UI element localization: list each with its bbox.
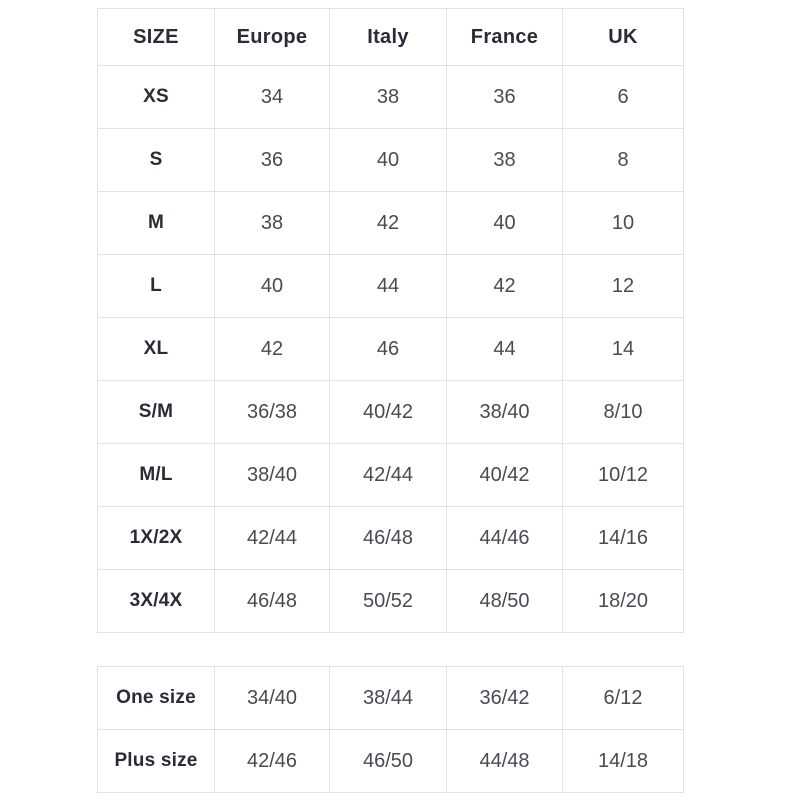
value-cell: 46/48 — [330, 507, 447, 570]
value-cell: 14/16 — [563, 507, 684, 570]
size-label-cell: Plus size — [98, 730, 215, 793]
size-label-cell: XS — [98, 66, 215, 129]
size-conversion-table-body — [98, 66, 684, 633]
table-row-plus-size — [98, 730, 684, 793]
value-cell: 36 — [447, 66, 563, 129]
value-cell: 34/40 — [215, 667, 330, 730]
value-cell: 8 — [563, 129, 684, 192]
value-cell: 42/46 — [215, 730, 330, 793]
header-cell-europe: Europe — [215, 9, 330, 66]
value-cell: 44/48 — [447, 730, 563, 793]
header-cell-italy: Italy — [330, 9, 447, 66]
value-cell: 34 — [215, 66, 330, 129]
value-cell: 38/40 — [215, 444, 330, 507]
value-cell: 40 — [447, 192, 563, 255]
value-cell: 42/44 — [330, 444, 447, 507]
header-cell-france: France — [447, 9, 563, 66]
size-label-cell: 1X/2X — [98, 507, 215, 570]
value-cell: 38 — [215, 192, 330, 255]
value-cell: 18/20 — [563, 570, 684, 633]
size-chart-container — [97, 8, 684, 793]
value-cell: 8/10 — [563, 381, 684, 444]
value-cell: 38/40 — [447, 381, 563, 444]
size-label-cell: S — [98, 129, 215, 192]
value-cell: 44 — [447, 318, 563, 381]
header-cell-size: SIZE — [98, 9, 215, 66]
table-row-xl — [98, 318, 684, 381]
value-cell: 12 — [563, 255, 684, 318]
value-cell: 48/50 — [447, 570, 563, 633]
value-cell: 44 — [330, 255, 447, 318]
value-cell: 38 — [330, 66, 447, 129]
table-row-m-l — [98, 444, 684, 507]
value-cell: 46 — [330, 318, 447, 381]
table-row-s — [98, 129, 684, 192]
value-cell: 10 — [563, 192, 684, 255]
special-sizes-table — [97, 666, 684, 793]
value-cell: 42 — [330, 192, 447, 255]
size-label-cell: M/L — [98, 444, 215, 507]
value-cell: 42/44 — [215, 507, 330, 570]
header-row — [98, 9, 684, 66]
table-row-one-size — [98, 667, 684, 730]
size-conversion-table — [97, 8, 684, 633]
table-row-3x-4x — [98, 570, 684, 633]
value-cell: 42 — [447, 255, 563, 318]
size-conversion-table-head — [98, 9, 684, 66]
size-label-cell: M — [98, 192, 215, 255]
size-label-cell: One size — [98, 667, 215, 730]
value-cell: 50/52 — [330, 570, 447, 633]
table-row-xs — [98, 66, 684, 129]
table-row-m — [98, 192, 684, 255]
value-cell: 38 — [447, 129, 563, 192]
value-cell: 6/12 — [563, 667, 684, 730]
value-cell: 46/50 — [330, 730, 447, 793]
value-cell: 44/46 — [447, 507, 563, 570]
value-cell: 6 — [563, 66, 684, 129]
size-label-cell: S/M — [98, 381, 215, 444]
value-cell: 36 — [215, 129, 330, 192]
size-label-cell: XL — [98, 318, 215, 381]
value-cell: 40 — [215, 255, 330, 318]
value-cell: 40/42 — [447, 444, 563, 507]
header-cell-uk: UK — [563, 9, 684, 66]
special-sizes-table-body — [98, 667, 684, 793]
value-cell: 46/48 — [215, 570, 330, 633]
value-cell: 14/18 — [563, 730, 684, 793]
value-cell: 38/44 — [330, 667, 447, 730]
table-row-s-m — [98, 381, 684, 444]
value-cell: 40/42 — [330, 381, 447, 444]
value-cell: 40 — [330, 129, 447, 192]
value-cell: 36/42 — [447, 667, 563, 730]
size-label-cell: 3X/4X — [98, 570, 215, 633]
value-cell: 42 — [215, 318, 330, 381]
value-cell: 10/12 — [563, 444, 684, 507]
value-cell: 36/38 — [215, 381, 330, 444]
table-row-1x-2x — [98, 507, 684, 570]
size-label-cell: L — [98, 255, 215, 318]
value-cell: 14 — [563, 318, 684, 381]
table-row-l — [98, 255, 684, 318]
